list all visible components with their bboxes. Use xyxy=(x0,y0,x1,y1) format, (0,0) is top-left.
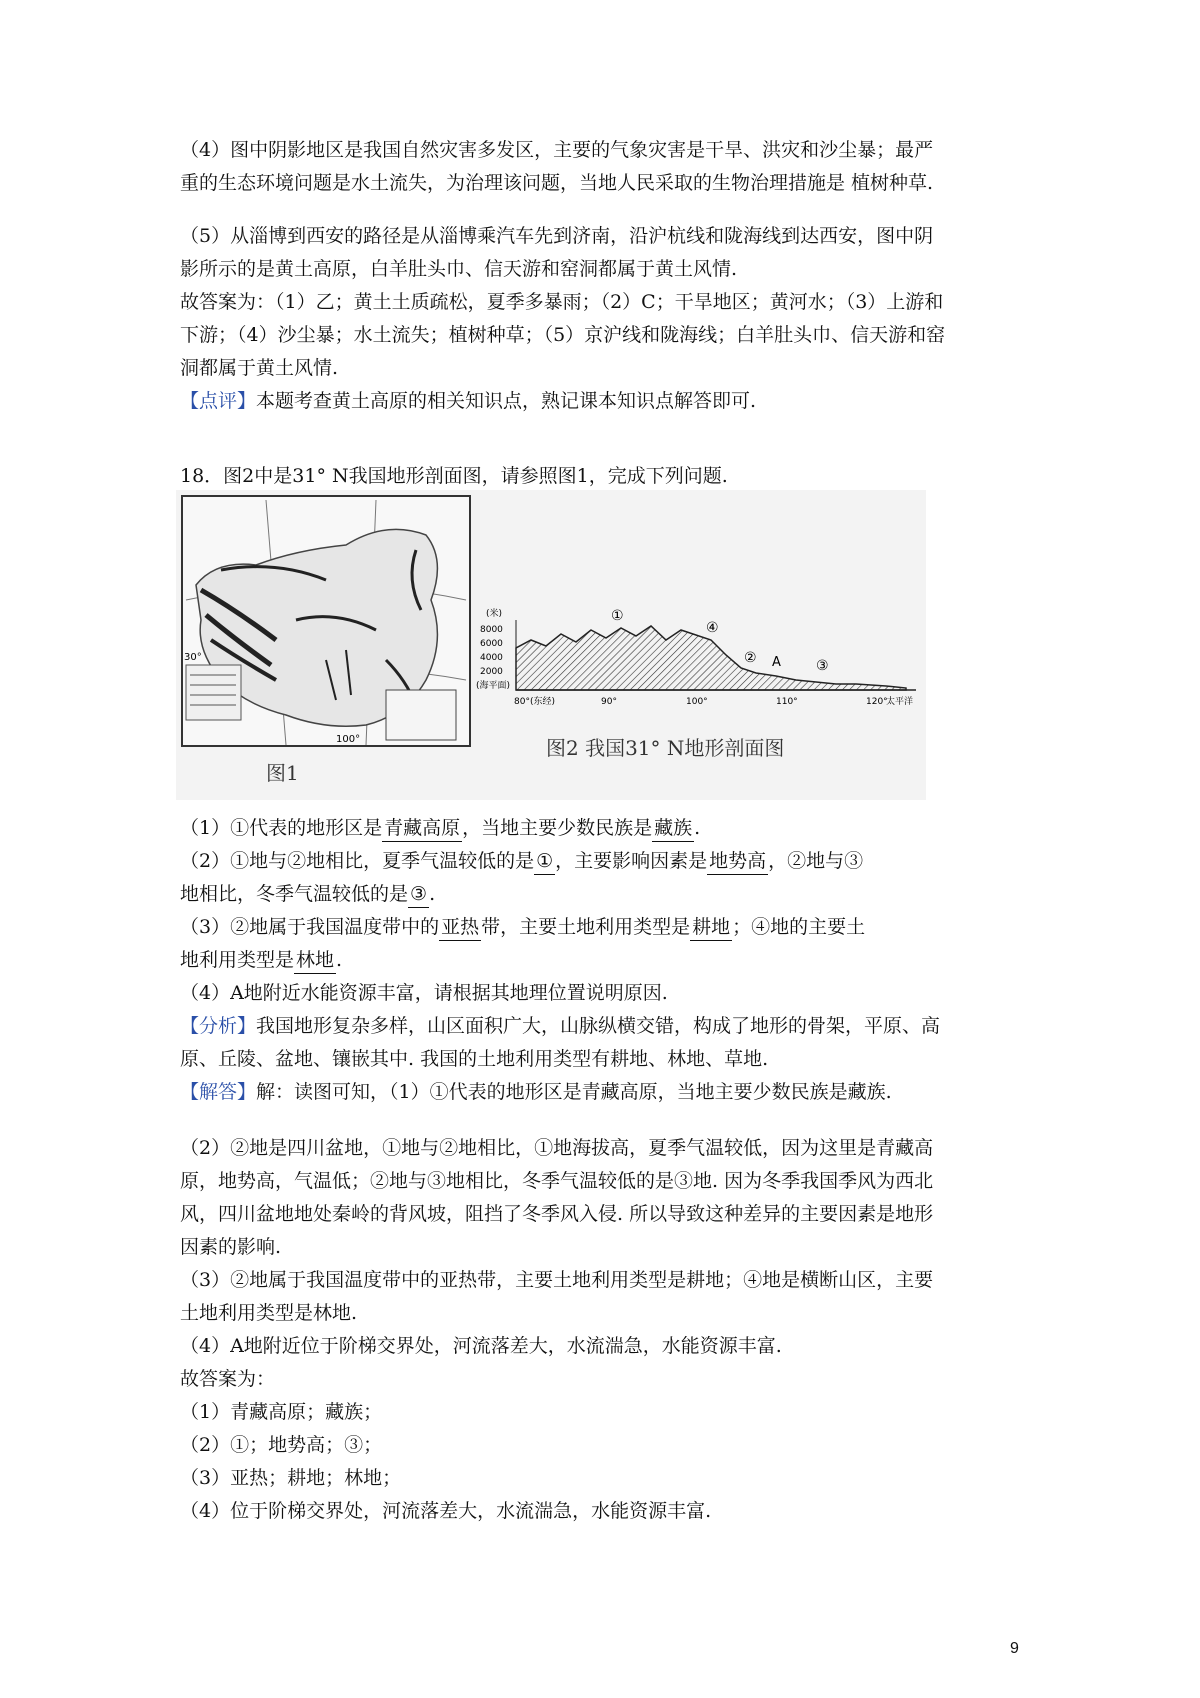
text-segment: . xyxy=(694,817,701,839)
text-segment: ，主要影响因素是 xyxy=(555,850,708,872)
text-line: （4）图中阴影地区是我国自然灾害多发区，主要的气象灾害是干旱、洪灾和沙尘暴；最严 xyxy=(180,139,934,161)
text-line: （4）位于阶梯交界处，河流落差大，水流湍急，水能资源丰富. xyxy=(180,1500,712,1522)
question-line-5 xyxy=(180,944,1030,977)
xtick-80: 80°(东经) xyxy=(514,697,555,707)
answer-part-4 xyxy=(180,134,1030,200)
question-line-1 xyxy=(180,812,1030,845)
page-number: 9 xyxy=(1010,1640,1019,1657)
analysis-line-2: 原、丘陵、盆地、镶嵌其中. 我国的土地利用类型有耕地、林地、草地. xyxy=(180,1048,769,1070)
pacific-label: 太平洋 xyxy=(886,697,914,707)
figure-1-caption: 图1 xyxy=(266,761,299,785)
text-line: （5）从淄博到西安的路径是从淄博乘汽车先到济南，沿沪杭线和陇海线到达西安，图中阴 xyxy=(180,225,934,247)
answer-part-5 xyxy=(180,220,1030,418)
ytick-2000: 2000 xyxy=(480,667,503,677)
text-line: 重的生态环境问题是水土流失，为治理该问题，当地人民采取的生物治理措施是 植树种草. xyxy=(180,172,934,194)
text-line: 故答案为：（1）乙；黄土土质疏松，夏季多暴雨；（2）C；干旱地区；黄河水；（3）上游和 xyxy=(180,291,944,313)
text-segment: （1）①代表的地形区是 xyxy=(180,817,383,839)
question-line-3 xyxy=(180,878,1030,911)
analysis-line-1 xyxy=(180,1010,1030,1043)
terrain-profile xyxy=(476,490,926,800)
answer-line-1 xyxy=(180,1076,1030,1109)
xtick-100: 100° xyxy=(686,697,708,707)
text-line: 故答案为： xyxy=(180,1368,276,1390)
review-tag: 【点评】 xyxy=(180,390,257,412)
ytick-6000: 6000 xyxy=(480,639,503,649)
text-line: 土地利用类型是林地. xyxy=(180,1302,358,1324)
review-line xyxy=(180,385,1030,418)
xtick-120: 120° xyxy=(866,697,888,707)
label-A: A xyxy=(772,655,781,670)
text-line: 洞都属于黄土风情. xyxy=(180,357,339,379)
text-line: 原，地势高，气温低；②地与③地相比，冬季气温较低的是③地. 因为冬季我国季风为西北 xyxy=(180,1170,934,1192)
answer-blank: 亚热 xyxy=(439,914,481,941)
text-segment: 地利用类型是 xyxy=(180,949,295,971)
ytick-8000: 8000 xyxy=(480,625,503,635)
question-18-parts xyxy=(180,812,1030,1109)
label-1: ① xyxy=(611,608,624,624)
answer-blank: 藏族 xyxy=(652,815,694,842)
answer-blank: ① xyxy=(534,848,555,875)
answer-blank: 地势高 xyxy=(707,848,768,875)
answer-tag: 【解答】 xyxy=(180,1081,257,1103)
text-line: 因素的影响. xyxy=(180,1236,282,1258)
lat-label: 30° xyxy=(184,652,202,663)
text-line: （4）A地附近位于阶梯交界处，河流落差大，水流湍急，水能资源丰富. xyxy=(180,1335,782,1357)
question-line-2 xyxy=(180,845,1030,878)
figure-2-profile xyxy=(476,490,926,800)
text-segment: 我国地形复杂多样，山区面积广大，山脉纵横交错，构成了地形的骨架，平原、高 xyxy=(256,1015,941,1037)
text-line: （2）②地是四川盆地，①地与②地相比，①地海拔高，夏季气温较低，因为这里是青藏高 xyxy=(180,1137,934,1159)
figure-2-caption: 图2 我国31° N地形剖面图 xyxy=(546,736,785,760)
text-segment: . xyxy=(429,883,436,905)
text-segment: ，当地主要少数民族是 xyxy=(462,817,653,839)
answer-blank: 林地 xyxy=(294,947,336,974)
text-line: （3）②地属于我国温度带中的亚热带，主要土地利用类型是耕地；④地是横断山区，主要 xyxy=(180,1269,934,1291)
review-text: 本题考查黄土高原的相关知识点，熟记课本知识点解答即可. xyxy=(256,390,757,412)
text-line: （1）青藏高原；藏族； xyxy=(180,1401,383,1423)
text-segment: 带，主要土地利用类型是 xyxy=(481,916,691,938)
sea-level: (海平面) xyxy=(476,681,511,691)
question-18-stem xyxy=(180,460,1030,493)
answer-blank: 青藏高原 xyxy=(382,815,462,842)
figure-1-map xyxy=(176,490,476,800)
question-stem: 18．图2中是31° N我国地形剖面图，请参照图1，完成下列问题. xyxy=(180,465,728,487)
answer-blank: ③ xyxy=(408,881,429,908)
label-4: ④ xyxy=(706,620,719,636)
ytick-4000: 4000 xyxy=(480,653,503,663)
text-segment: ，②地与③ xyxy=(768,850,864,872)
label-3: ③ xyxy=(816,658,829,674)
text-segment: （3）②地属于我国温度带中的 xyxy=(180,916,440,938)
xtick-90: 90° xyxy=(601,697,617,707)
text-segment: . xyxy=(336,949,343,971)
lon-label: 100° xyxy=(336,734,361,745)
answer-blank: 耕地 xyxy=(690,914,732,941)
text-segment: 解：读图可知，（1）①代表的地形区是青藏高原，当地主要少数民族是藏族. xyxy=(256,1081,892,1103)
solution-block xyxy=(180,1132,1030,1528)
text-line: 下游；（4）沙尘暴；水土流失；植树种草；（5）京沪线和陇海线；白羊肚头巾、信天游和窑 xyxy=(180,324,946,346)
label-2: ② xyxy=(744,650,757,666)
question-line-4 xyxy=(180,911,1030,944)
text-line: （3）亚热；耕地；林地； xyxy=(180,1467,402,1489)
text-segment: （2）①地与②地相比，夏季气温较低的是 xyxy=(180,850,535,872)
figure-row xyxy=(176,490,926,800)
text-segment: 地相比，冬季气温较低的是 xyxy=(180,883,409,905)
text-segment: ；④地的主要土 xyxy=(732,916,866,938)
question-line-6: （4）A地附近水能资源丰富，请根据其地理位置说明原因. xyxy=(180,982,668,1004)
text-line: 风，四川盆地地处秦岭的背风坡，阻挡了冬季风入侵. 所以导致这种差异的主要因素是地形 xyxy=(180,1203,934,1225)
china-map-sketch xyxy=(176,490,476,800)
text-line: 影所示的是黄土高原，白羊肚头巾、信天游和窑洞都属于黄土风情. xyxy=(180,258,738,280)
text-line: （2）①；地势高；③； xyxy=(180,1434,383,1456)
unit-label: (米) xyxy=(486,609,503,619)
analysis-tag: 【分析】 xyxy=(180,1015,257,1037)
xtick-110: 110° xyxy=(776,697,798,707)
